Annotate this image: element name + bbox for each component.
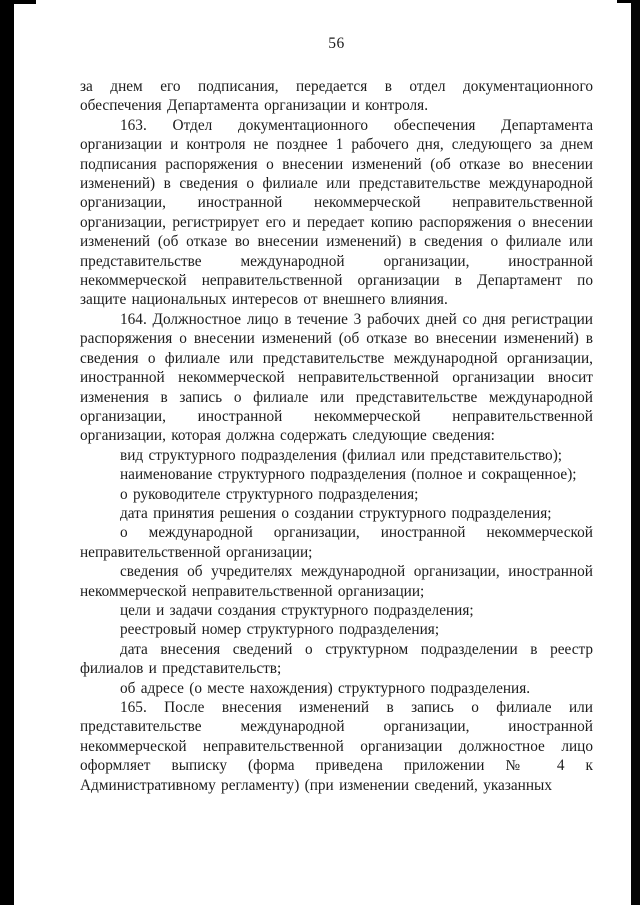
paragraph: 163. Отдел документационного обеспечения Департамента организации и контроля не позднее 1 рабочего дня, следующего за днем подписания распоряжения о внесении изменений (об отказе во внесении изменений) в сведения о филиале или представительстве международной организации, иностранной некоммерческой неправительственной организации, регистрирует его и передает копию распоряжения о внесении изменений (об отказе во внесении изменений) в сведения о филиале или представительстве международной организации, иностранной некоммерческой неправительственной организации в Департамент по защите национальных интересов от внешнего влияния. bbox=[80, 116, 593, 309]
paragraph: за днем его подписания, передается в отдел документационного обеспечения Департамента организации и контроля. bbox=[80, 78, 593, 115]
paragraph: о руководителе структурного подразделения; bbox=[120, 485, 419, 503]
paragraph: реестровый номер структурного подразделения; bbox=[120, 621, 440, 639]
document-page bbox=[80, 0, 593, 795]
paragraph: дата внесения сведений о структурном подразделении в реестр филиалов и представительств; bbox=[80, 640, 593, 678]
paragraph: дата принятия решения о создании структурного подразделения; bbox=[120, 504, 552, 522]
scan-artifact-top-left bbox=[14, 0, 36, 4]
scan-edge-left bbox=[0, 0, 14, 905]
scan-edge-right bbox=[631, 0, 640, 905]
paragraph: цели и задачи создания структурного подразделения; bbox=[120, 601, 474, 619]
document-body bbox=[80, 77, 593, 795]
paragraph: о международной организации, иностранной некоммерческой неправительственной организации; bbox=[80, 524, 593, 561]
paragraph: об адресе (о месте нахождения) структурного подразделения. bbox=[120, 679, 531, 697]
paragraph: вид структурного подразделения (филиал или представительство); bbox=[120, 446, 563, 464]
page-number: 56 bbox=[328, 35, 345, 52]
paragraph: 165. После внесения изменений в запись о филиале или представительстве международной организации, иностранной некоммерческой неправительственной организации должностное лицо оформляет выписку (форма приведена приложении № 4 к Административному регламенту) (при изменении сведений, указанных bbox=[80, 699, 593, 794]
paragraph: 164. Должностное лицо в течение 3 рабочих дней со дня регистрации распоряжения о внесении изменений (об отказе во внесении изменений) в сведения о филиале или представительстве международной организации, иностранной некоммерческой неправительственной организации вносит изменения в запись о филиале или представительстве международной организации, иностранной некоммерческой неправительственной организации, которая должна содержать следующие сведения: bbox=[80, 310, 593, 445]
scan-artifact-top-right bbox=[617, 0, 631, 3]
paragraph: наименование структурного подразделения (полное и сокращенное); bbox=[120, 466, 577, 484]
paragraph: сведения об учредителях международной организации, иностранной некоммерческой неправительственной организации; bbox=[80, 563, 593, 600]
